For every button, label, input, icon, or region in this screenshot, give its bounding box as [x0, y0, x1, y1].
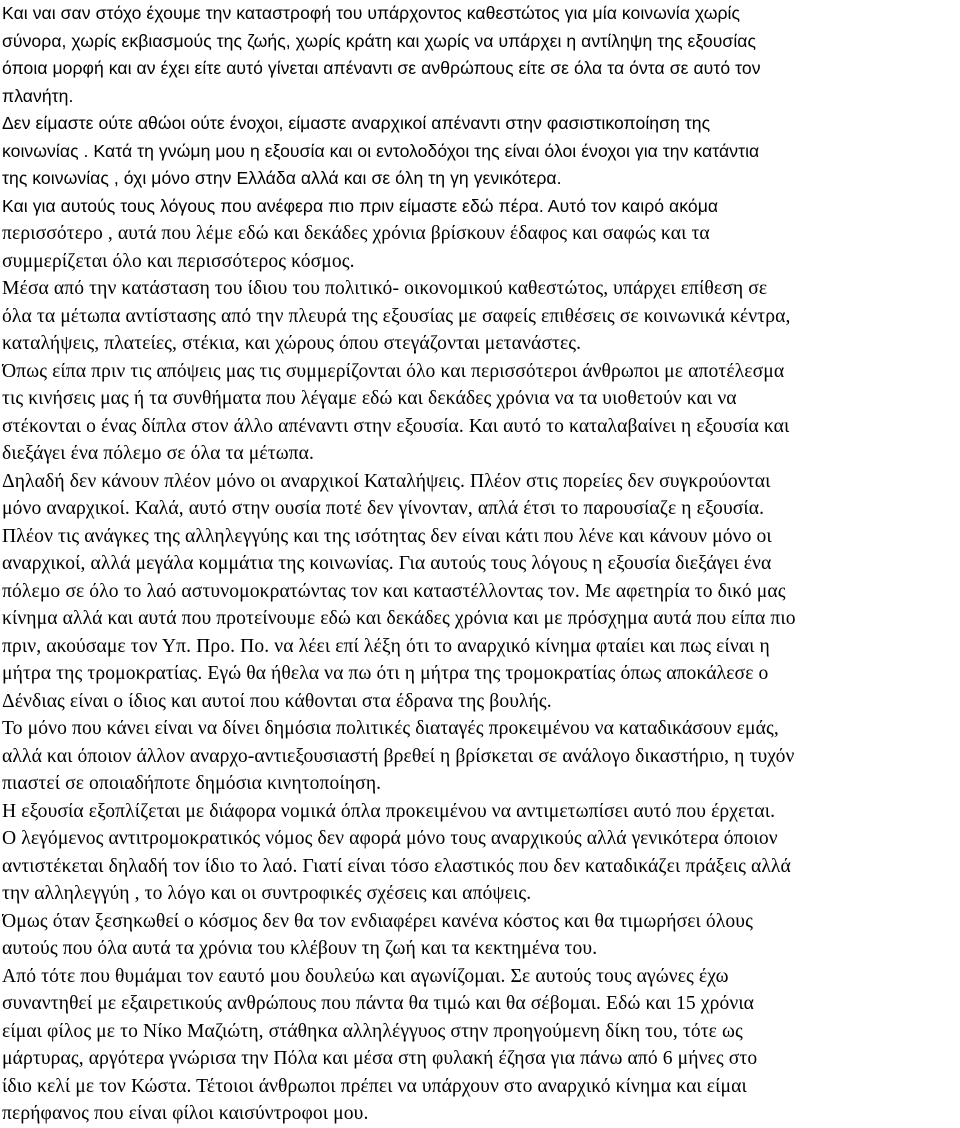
text-line: μάρτυρας, αργότερα γνώρισα την Πόλα και μέσα στη φυλακή έζησα για πάνω από 6 μήνες στο	[2, 1048, 758, 1069]
text-line: μήτρα της τρομοκρατίας. Εγώ θα ήθελα να πω ότι η μήτρα της τρομοκρατίας όπως αποκάλεσε ο	[2, 663, 769, 684]
text-line: Δένδιας είναι ο ίδιος και αυτοί που κάθονται στα έδρανα της βουλής.	[2, 690, 552, 712]
text-line: Όμως όταν ξεσηκωθεί ο κόσμος δεν θα τον ενδιαφέρει κανένα κόστος και θα τιμωρήσει όλους	[2, 910, 753, 932]
text-line: Και για αυτούς τους λόγους που ανέφερα πιο πριν είμαστε εδώ πέρα. Αυτό τον καιρό ακόμα	[2, 195, 719, 216]
text-line: αυτούς που όλα αυτά τα χρόνια του κλέβουν τη ζωή και τα κεκτημένα του.	[2, 938, 598, 959]
text-line: Όπως είπα πριν τις απόψεις μας τις συμμερίζονται όλο και περισσότεροι άνθρωποι με αποτέλεσμα	[2, 360, 785, 382]
text-line: πιαστεί σε οποιαδήποτε δημόσια κινητοποίηση.	[2, 773, 382, 794]
text-line: περήφανος που είναι φίλοι καισύντροφοι μου.	[2, 1103, 369, 1124]
text-line: Από τότε που θυμάμαι τον εαυτό μου δουλεύω και αγωνίζομαι. Σε αυτούς τους αγώνες έχω	[2, 965, 729, 987]
text-line: πλανήτη.	[2, 85, 74, 106]
text-line: όποια μορφή και αν έχει είτε αυτό γίνεται απέναντι σε ανθρώπους είτε σε όλα τα όντα σε αυτό τον	[2, 58, 761, 78]
text-line: αλλά και όποιον άλλον αναρχο-αντιεξουσιαστή βρεθεί η βρίσκεται σε ανάλογο δικαστήριο, η τυχόν	[2, 745, 795, 767]
text-line: Και ναι σαν στόχο έχουμε την καταστροφή του υπάρχοντος καθεστώτος για μία κοινωνία χωρίς	[2, 3, 741, 23]
text-line: αναρχικοί, αλλά μεγάλα κομμάτια της κοινωνίας. Για αυτούς τους λόγους η εξουσία διεξάγει ένα	[2, 553, 772, 574]
text-line: Το μόνο που κάνει είναι να δίνει δημόσια πολιτικές διαταγές προκειμένου να καταδικάσουν εμάς,	[2, 718, 779, 739]
text-line: όλα τα μέτωπα αντίστασης από την πλευρά της εξουσίας με σαφείς επιθέσεις σε κοινωνικά κέντρα,	[2, 305, 791, 327]
text-line: την αλληλεγγύη , το λόγο και οι συντροφικές σχέσεις και απόψεις.	[2, 883, 532, 904]
text-line: της κοινωνίας , όχι μόνο στην Ελλάδα αλλά και σε όλη τη γη γενικότερα.	[2, 168, 562, 188]
text-line: κίνημα αλλά και αυτά που προτείνουμε εδώ και δεκάδες χρόνια και με πρόσχημα αυτά που είπα πιο	[2, 608, 796, 629]
text-line: καταλήψεις, πλατείες, στέκια, και χώρους όπου στεγάζονται μετανάστες.	[2, 333, 582, 354]
text-line: Μέσα από την κατάσταση του ίδιου του πολιτικό- οικονομικού καθεστώτος, υπάρχει επίθεση σε	[2, 278, 768, 299]
text-line: πόλεμο σε όλο το λαό αστυνομοκρατώντας τον και καταστέλλοντας τον. Με αφετηρία το δικό μας	[2, 580, 786, 602]
text-line: αντιστέκεται δηλαδή τον ίδιο το λαό. Γιατί είναι τόσο ελαστικός που δεν καταδικάζει πράξεις αλλά	[2, 855, 791, 877]
text-line: τις κινήσεις μας ή τα συνθήματα που λέγαμε εδώ και δεκάδες χρόνια να τα υιοθετούν και να	[2, 388, 737, 409]
text-line: συναντηθεί με εξαιρετικούς ανθρώπους που πάντα θα τιμώ και θα σέβομαι. Εδώ και 15 χρόνια	[2, 993, 755, 1014]
document-body	[2, 0, 957, 1128]
text-line: κοινωνίας . Κατά τη γνώμη μου η εξουσία και οι εντολοδόχοι της είναι όλοι ένοχοι για την κατάντια	[2, 140, 760, 161]
text-line: συμμερίζεται όλο και περισσότερος κόσμος.	[2, 250, 355, 272]
text-line: Πλέον τις ανάγκες της αλληλεγγύης και της ισότητας δεν είναι κάτι που λένε και κάνουν μόνο οι	[2, 525, 772, 547]
text-line: Η εξουσία εξοπλίζεται με διάφορα νομικά όπλα προκειμένου να αντιμετωπίσει αυτό που έρχεται.	[2, 800, 776, 822]
text-line: Δεν είμαστε ούτε αθώοι ούτε ένοχοι, είμαστε αναρχικοί απέναντι στην φασιστικοποίηση της	[2, 113, 711, 133]
text-line: σύνορα, χωρίς εκβιασμούς της ζωής, χωρίς κράτη και χωρίς να υπάρχει η αντίληψη της εξουσίας	[2, 30, 757, 51]
text-line: περισσότερο , αυτά που λέμε εδώ και δεκάδες χρόνια βρίσκουν έδαφος και σαφώς και τα	[2, 223, 710, 244]
text-line: Δηλαδή δεν κάνουν πλέον μόνο οι αναρχικοί Καταλήψεις. Πλέον στις πορείες δεν συγκρούονται	[2, 470, 771, 492]
text-line: μόνο αναρχικοί. Καλά, αυτό στην ουσία ποτέ δεν γίνονταν, απλά έτσι το παρουσίαζε η εξουσία.	[2, 498, 765, 519]
text-line: πριν, ακούσαμε τον Υπ. Προ. Πο. να λέει επί λέξη ότι το αναρχικό κίνημα φταίει και πως είναι η	[2, 635, 770, 657]
text-line: διεξάγει ένα πόλεμο σε όλα τα μέτωπα.	[2, 443, 315, 464]
text-line: στέκονται ο ένας δίπλα στον άλλο απέναντι στην εξουσία. Και αυτό το καταλαβαίνει η εξουσία και	[2, 415, 790, 437]
text-line: Ο λεγόμενος αντιτρομοκρατικός νόμος δεν αφορά μόνο τους αναρχικούς αλλά γενικότερα όποιον	[2, 828, 778, 849]
text-line: είμαι φίλος με το Νίκο Μαζιώτη, στάθηκα αλληλέγγυος στην προηγούμενη δίκη του, τότε ως	[2, 1020, 743, 1042]
text-line: ίδιο κελί με τον Κώστα. Τέτοιοι άνθρωποι πρέπει να υπάρχουν στο αναρχικό κίνημα και είμαι	[2, 1075, 747, 1097]
